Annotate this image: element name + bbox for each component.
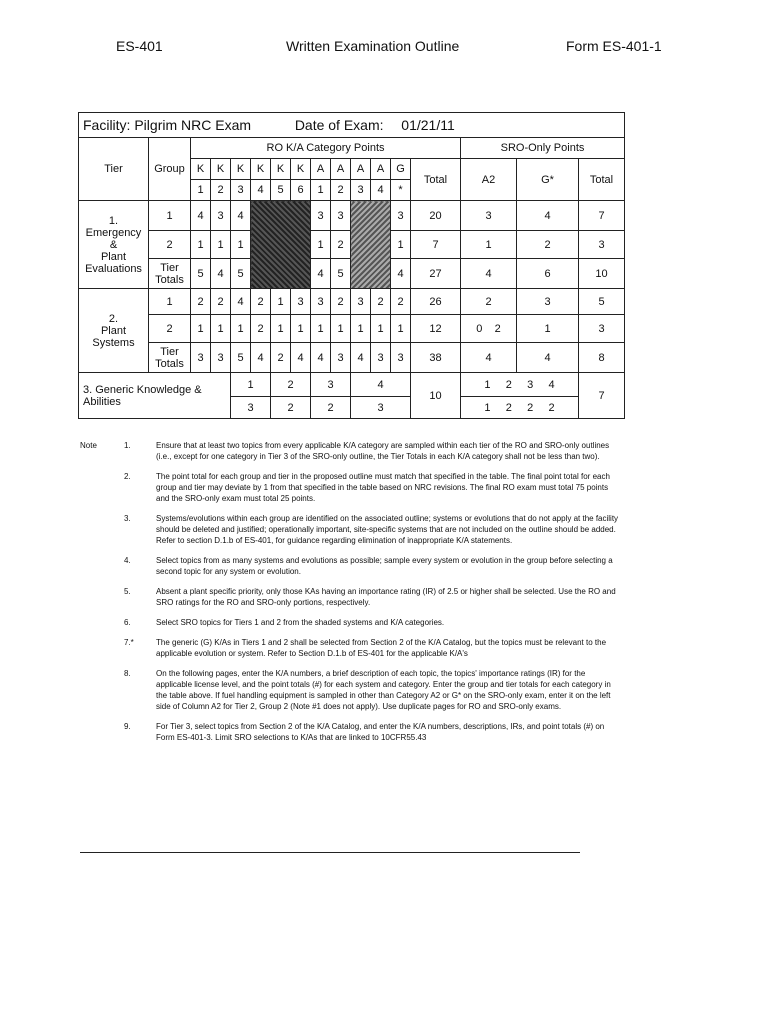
tier3-sro-top-2: 2 — [505, 378, 512, 391]
category-title-row — [79, 138, 625, 159]
k3-cell: 1 — [231, 315, 251, 343]
k1-cell: 3 — [191, 343, 211, 373]
k3-cell: 5 — [231, 259, 251, 289]
note-item — [80, 617, 620, 628]
sro-g-header: G* — [517, 159, 579, 201]
group-cell: Tier Totals — [149, 259, 191, 289]
sro-total-header: Total — [579, 159, 625, 201]
sro-g-cell: 2 — [517, 231, 579, 259]
date-label: Date of Exam: — [294, 117, 384, 133]
tier3-ro-bot-1: 3 — [231, 397, 271, 419]
col-num-k5: 5 — [271, 180, 291, 201]
tier3-top-row — [79, 373, 625, 397]
tier3-ro-bot-2: 2 — [271, 397, 311, 419]
col-head-g: G — [391, 159, 411, 180]
note-item — [80, 586, 620, 608]
sro-total-cell: 5 — [579, 289, 625, 315]
sro-total-cell: 10 — [579, 259, 625, 289]
shaded-a3-a4-block — [351, 201, 391, 289]
ro-total-cell: 26 — [411, 289, 461, 315]
sro-a2-header: A2 — [461, 159, 517, 201]
tier3-ro-bot-3: 2 — [311, 397, 351, 419]
note-number: 6. — [124, 618, 131, 627]
outline-table — [78, 112, 625, 419]
col-num-a2: 2 — [331, 180, 351, 201]
exam-date: 01/21/11 — [401, 117, 455, 133]
a1-cell: 3 — [311, 289, 331, 315]
k5-cell: 2 — [271, 343, 291, 373]
k3-cell: 4 — [231, 289, 251, 315]
a1-cell: 4 — [311, 343, 331, 373]
k6-cell: 4 — [291, 343, 311, 373]
ro-total-header: Total — [411, 159, 461, 201]
k2-cell: 4 — [211, 259, 231, 289]
group-cell: 2 — [149, 315, 191, 343]
note-number: 8. — [124, 669, 131, 678]
note-text: Systems/evolutions within each group are identified on the associated outline; systems or evolutions that do not apply at the facility should be deleted and justified; operationally important, site-specific systems that are not included on the outline should be added. Refer to section D.1.b of ES-401, for guidance regarding elimination of inappropriate K/A statements. — [156, 514, 619, 545]
col-head-a2: A — [331, 159, 351, 180]
a3-cell: 4 — [351, 343, 371, 373]
group-cell: 2 — [149, 231, 191, 259]
ro-total-cell: 38 — [411, 343, 461, 373]
k1-cell: 1 — [191, 315, 211, 343]
note-number: 4. — [124, 556, 131, 565]
sro-total-cell: 8 — [579, 343, 625, 373]
a2-cell: 3 — [331, 343, 351, 373]
tier3-sro-top-3: 3 — [527, 378, 534, 391]
k1-cell: 2 — [191, 289, 211, 315]
tier3-label: 3. Generic Knowledge & Abilities — [79, 373, 231, 419]
a1-cell: 1 — [311, 315, 331, 343]
sro-a2-cell: 1 — [461, 231, 517, 259]
col-num-g: * — [391, 180, 411, 201]
a3-cell: 1 — [351, 315, 371, 343]
note-item — [80, 555, 620, 577]
note-number: 1. — [124, 441, 131, 450]
note-number: 7.* — [124, 638, 134, 647]
a2-cell: 2 — [331, 289, 351, 315]
sro-g-cell: 4 — [517, 201, 579, 231]
sro-total-cell: 7 — [579, 201, 625, 231]
a2-cell: 1 — [331, 315, 351, 343]
sro-g-cell: 4 — [517, 343, 579, 373]
k5-cell: 1 — [271, 315, 291, 343]
col-num-a1: 1 — [311, 180, 331, 201]
note-text: For Tier 3, select topics from Section 2 of the K/A Catalog, and enter the K/A numbers, descriptions, IRs, and point totals (#) on Form ES-401-3. Limit SRO selections to K/As that are linked to 10CFR55.43 — [156, 722, 605, 742]
col-head-k3: K — [231, 159, 251, 180]
col-head-a3: A — [351, 159, 371, 180]
group-cell: Tier Totals — [149, 343, 191, 373]
note-item — [80, 637, 620, 659]
k6-cell: 3 — [291, 289, 311, 315]
k2-cell: 2 — [211, 289, 231, 315]
sro-a2-cell: 3 — [461, 201, 517, 231]
tier3-ro-top-1: 1 — [231, 373, 271, 397]
note-text: Absent a plant specific priority, only those KAs having an importance rating (IR) of 2.5 or higher shall be selected. Use the RO and SRO ratings for the RO and SRO-only portions, respectively. — [156, 587, 616, 607]
a2-cell: 2 — [331, 231, 351, 259]
note-text: Ensure that at least two topics from every applicable K/A category are sampled within each tier of the RO and SRO-only outlines (i.e., except for one category in Tier 3 of the SRO-only outline, the Tier Totals in each K/A category shall not be less than two). — [156, 441, 610, 461]
a3-cell: 3 — [351, 289, 371, 315]
tier3-ro-total: 10 — [411, 373, 461, 419]
tier3-ro-top-2: 2 — [271, 373, 311, 397]
tier3-sro-total: 7 — [579, 373, 625, 419]
col-num-k2: 2 — [211, 180, 231, 201]
k1-cell: 1 — [191, 231, 211, 259]
col-num-a4: 4 — [371, 180, 391, 201]
k2-cell: 1 — [211, 315, 231, 343]
col-num-k4: 4 — [251, 180, 271, 201]
sro-a2-cell: 0 2 — [461, 315, 517, 343]
sro-g-cell: 1 — [517, 315, 579, 343]
col-head-k1: K — [191, 159, 211, 180]
tier3-sro-bot-3: 2 — [527, 401, 534, 414]
col-head-k4: K — [251, 159, 271, 180]
k3-cell: 1 — [231, 231, 251, 259]
group-cell: 1 — [149, 201, 191, 231]
notes-label: Note — [80, 441, 97, 450]
note-item — [80, 721, 620, 743]
sro-a2-cell: 4 — [461, 343, 517, 373]
a1-cell: 3 — [311, 201, 331, 231]
col-head-a1: A — [311, 159, 331, 180]
note-number: 2. — [124, 472, 131, 481]
document-title: Written Examination Outline — [286, 38, 460, 54]
note-text: The point total for each group and tier in the proposed outline must match that specified in the table. The final point total for each group and tier may deviate by 1 from that specified in the table based on NRC revisions. The final RO exam must total 75 points and the SRO-only exam must total 25 points. — [156, 472, 610, 503]
tier2-label: 2. Plant Systems — [79, 289, 149, 373]
col-head-k5: K — [271, 159, 291, 180]
group-cell: 1 — [149, 289, 191, 315]
form-code: ES-401 — [116, 38, 163, 54]
a1-cell: 1 — [311, 231, 331, 259]
group-header: Group — [149, 138, 191, 201]
note-item — [80, 440, 620, 462]
note-item — [80, 471, 620, 504]
ro-total-cell: 12 — [411, 315, 461, 343]
g-cell: 3 — [391, 343, 411, 373]
ro-total-cell: 20 — [411, 201, 461, 231]
sro-total-cell: 3 — [579, 231, 625, 259]
facility-row — [79, 113, 625, 138]
tier3-sro-top-1: 1 — [484, 378, 491, 391]
note-item — [80, 668, 620, 712]
tier2-group2-row — [79, 315, 625, 343]
tier-header: Tier — [79, 138, 149, 201]
k4-cell: 4 — [251, 343, 271, 373]
k4-cell: 2 — [251, 289, 271, 315]
ro-total-cell: 7 — [411, 231, 461, 259]
k3-cell: 5 — [231, 343, 251, 373]
col-num-a3: 3 — [351, 180, 371, 201]
a4-cell: 1 — [371, 315, 391, 343]
col-head-k2: K — [211, 159, 231, 180]
tier3-ro-bot-4: 3 — [351, 397, 411, 419]
k2-cell: 1 — [211, 231, 231, 259]
col-head-a4: A — [371, 159, 391, 180]
g-cell: 3 — [391, 201, 411, 231]
g-cell: 1 — [391, 315, 411, 343]
col-num-k3: 3 — [231, 180, 251, 201]
col-head-k6: K — [291, 159, 311, 180]
sro-points-title: SRO-Only Points — [461, 138, 625, 159]
tier3-sro-bot-1: 1 — [484, 401, 491, 414]
note-text: On the following pages, enter the K/A numbers, a brief description of each topic, the topics' importance ratings (IR) for the applicable license level, and the point totals (#) for each system and category. Enter the group and tier totals for each category in the table above. If fuel handling equipment is sampled in other than Category A2 or G* on the SRO-only exam, enter it on the left side of Column A2 for Tier 2, Group 2 (Note #1 does not apply). Use duplicate pages for RO and SRO-only exams. — [156, 669, 611, 711]
ro-total-cell: 27 — [411, 259, 461, 289]
facility-name: Pilgrim NRC Exam — [134, 117, 252, 133]
k4-cell: 2 — [251, 315, 271, 343]
tier3-ro-top-4: 4 — [351, 373, 411, 397]
note-item — [80, 513, 620, 546]
sro-g-cell: 6 — [517, 259, 579, 289]
k1-cell: 5 — [191, 259, 211, 289]
tier2-group1-row — [79, 289, 625, 315]
k5-cell: 1 — [271, 289, 291, 315]
a4-cell: 2 — [371, 289, 391, 315]
k6-cell: 1 — [291, 315, 311, 343]
note-text: Select topics from as many systems and evolutions as possible; sample every system or evolution in the group before selecting a second topic for any system or evolution. — [156, 556, 613, 576]
form-number: Form ES-401-1 — [566, 38, 662, 54]
sro-g-cell: 3 — [517, 289, 579, 315]
col-num-k1: 1 — [191, 180, 211, 201]
k3-cell: 4 — [231, 201, 251, 231]
k1-cell: 4 — [191, 201, 211, 231]
tier3-sro-top — [461, 373, 579, 397]
ro-category-title: RO K/A Category Points — [191, 138, 461, 159]
k2-cell: 3 — [211, 201, 231, 231]
a2-cell: 3 — [331, 201, 351, 231]
col-num-k6: 6 — [291, 180, 311, 201]
note-number: 3. — [124, 514, 131, 523]
bottom-rule — [80, 852, 580, 853]
note-text: Select SRO topics for Tiers 1 and 2 from the shaded systems and K/A categories. — [156, 618, 445, 627]
sro-a2-cell: 2 — [461, 289, 517, 315]
tier3-sro-top-4: 4 — [548, 378, 555, 391]
a1-cell: 4 — [311, 259, 331, 289]
sro-a2-cell: 4 — [461, 259, 517, 289]
notes-section — [80, 440, 620, 752]
g-cell: 1 — [391, 231, 411, 259]
tier1-group1-row — [79, 201, 625, 231]
tier3-sro-bot-2: 2 — [505, 401, 512, 414]
note-number: 9. — [124, 722, 131, 731]
tier3-sro-bot — [461, 397, 579, 419]
tier3-sro-bot-4: 2 — [548, 401, 555, 414]
g-cell: 4 — [391, 259, 411, 289]
tier1-label: 1. Emergency & Plant Evaluations — [79, 201, 149, 289]
note-text: The generic (G) K/As in Tiers 1 and 2 shall be selected from Section 2 of the K/A Catalog, but the topics must be relevant to the applicable evolution or system. Refer to Section D.1.b of ES-401 for the applicable K/A's — [156, 638, 607, 658]
shaded-k4-k6-block — [251, 201, 311, 289]
a4-cell: 3 — [371, 343, 391, 373]
k2-cell: 3 — [211, 343, 231, 373]
a2-cell: 5 — [331, 259, 351, 289]
sro-total-cell: 3 — [579, 315, 625, 343]
tier2-totals-row — [79, 343, 625, 373]
facility-label: Facility: — [83, 117, 131, 133]
g-cell: 2 — [391, 289, 411, 315]
note-number: 5. — [124, 587, 131, 596]
tier3-ro-top-3: 3 — [311, 373, 351, 397]
